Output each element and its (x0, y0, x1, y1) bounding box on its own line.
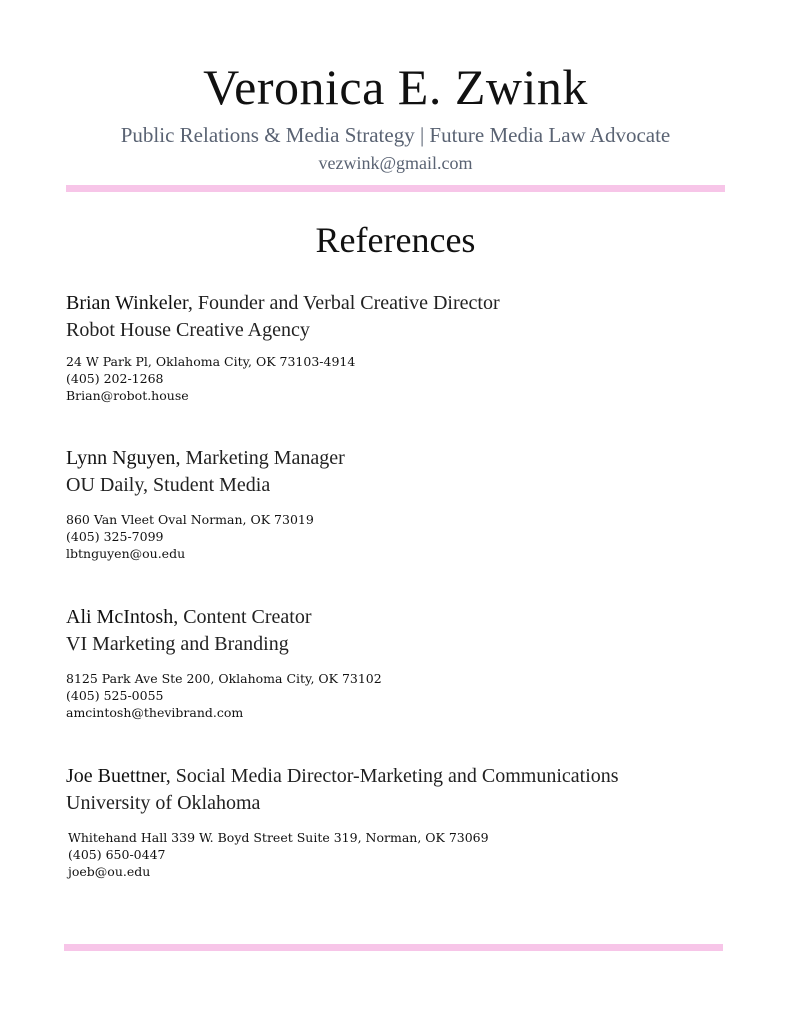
candidate-name: Veronica E. Zwink (203, 59, 588, 115)
reference-heading (66, 290, 746, 317)
reference-organization: University of Oklahoma (66, 792, 261, 814)
reference-name: Joe Buettner (66, 765, 166, 787)
reference-title: , Marketing Manager (175, 447, 345, 469)
candidate-email[interactable]: vezwink@gmail.com (318, 153, 473, 173)
reference-email[interactable]: lbtnguyen@ou.edu (66, 546, 186, 561)
reference-item (66, 445, 746, 562)
reference-heading (66, 604, 746, 631)
reference-name: Brian Winkeler (66, 292, 188, 314)
footer-divider (64, 944, 723, 951)
reference-heading (66, 763, 746, 790)
reference-phone: (405) 325-7099 (66, 529, 164, 544)
reference-contact (66, 670, 746, 721)
reference-contact (66, 511, 746, 562)
reference-email[interactable]: joeb@ou.edu (68, 864, 151, 879)
reference-name: Lynn Nguyen (66, 447, 176, 469)
section-title: References (315, 220, 476, 260)
reference-title: , Social Media Director-Marketing and Communications (165, 765, 619, 787)
reference-organization: Robot House Creative Agency (66, 319, 310, 341)
reference-email[interactable]: amcintosh@thevibrand.com (66, 705, 244, 720)
reference-phone: (405) 525-0055 (66, 688, 164, 703)
reference-heading (66, 445, 746, 472)
reference-address: 8125 Park Ave Ste 200, Oklahoma City, OK 73102 (66, 671, 382, 686)
reference-contact (66, 353, 746, 404)
reference-email[interactable]: Brian@robot.house (66, 388, 189, 403)
reference-contact (68, 829, 746, 880)
reference-address: 860 Van Vleet Oval Norman, OK 73019 (66, 512, 314, 527)
reference-phone: (405) 650-0447 (68, 847, 166, 862)
reference-address: 24 W Park Pl, Oklahoma City, OK 73103-4914 (66, 354, 356, 369)
reference-item (66, 604, 746, 721)
reference-name: Ali McIntosh (66, 606, 174, 628)
reference-item (66, 290, 746, 404)
reference-organization: VI Marketing and Branding (66, 633, 289, 655)
reference-item (66, 763, 746, 880)
reference-phone: (405) 202-1268 (66, 371, 164, 386)
reference-address: Whitehand Hall 339 W. Boyd Street Suite 319, Norman, OK 73069 (68, 830, 489, 845)
header-divider (66, 185, 725, 192)
reference-title: , Content Creator (173, 606, 312, 628)
reference-organization: OU Daily, Student Media (66, 474, 271, 496)
candidate-tagline: Public Relations & Media Strategy | Future Media Law Advocate (120, 123, 671, 147)
reference-title: , Founder and Verbal Creative Director (187, 292, 500, 314)
